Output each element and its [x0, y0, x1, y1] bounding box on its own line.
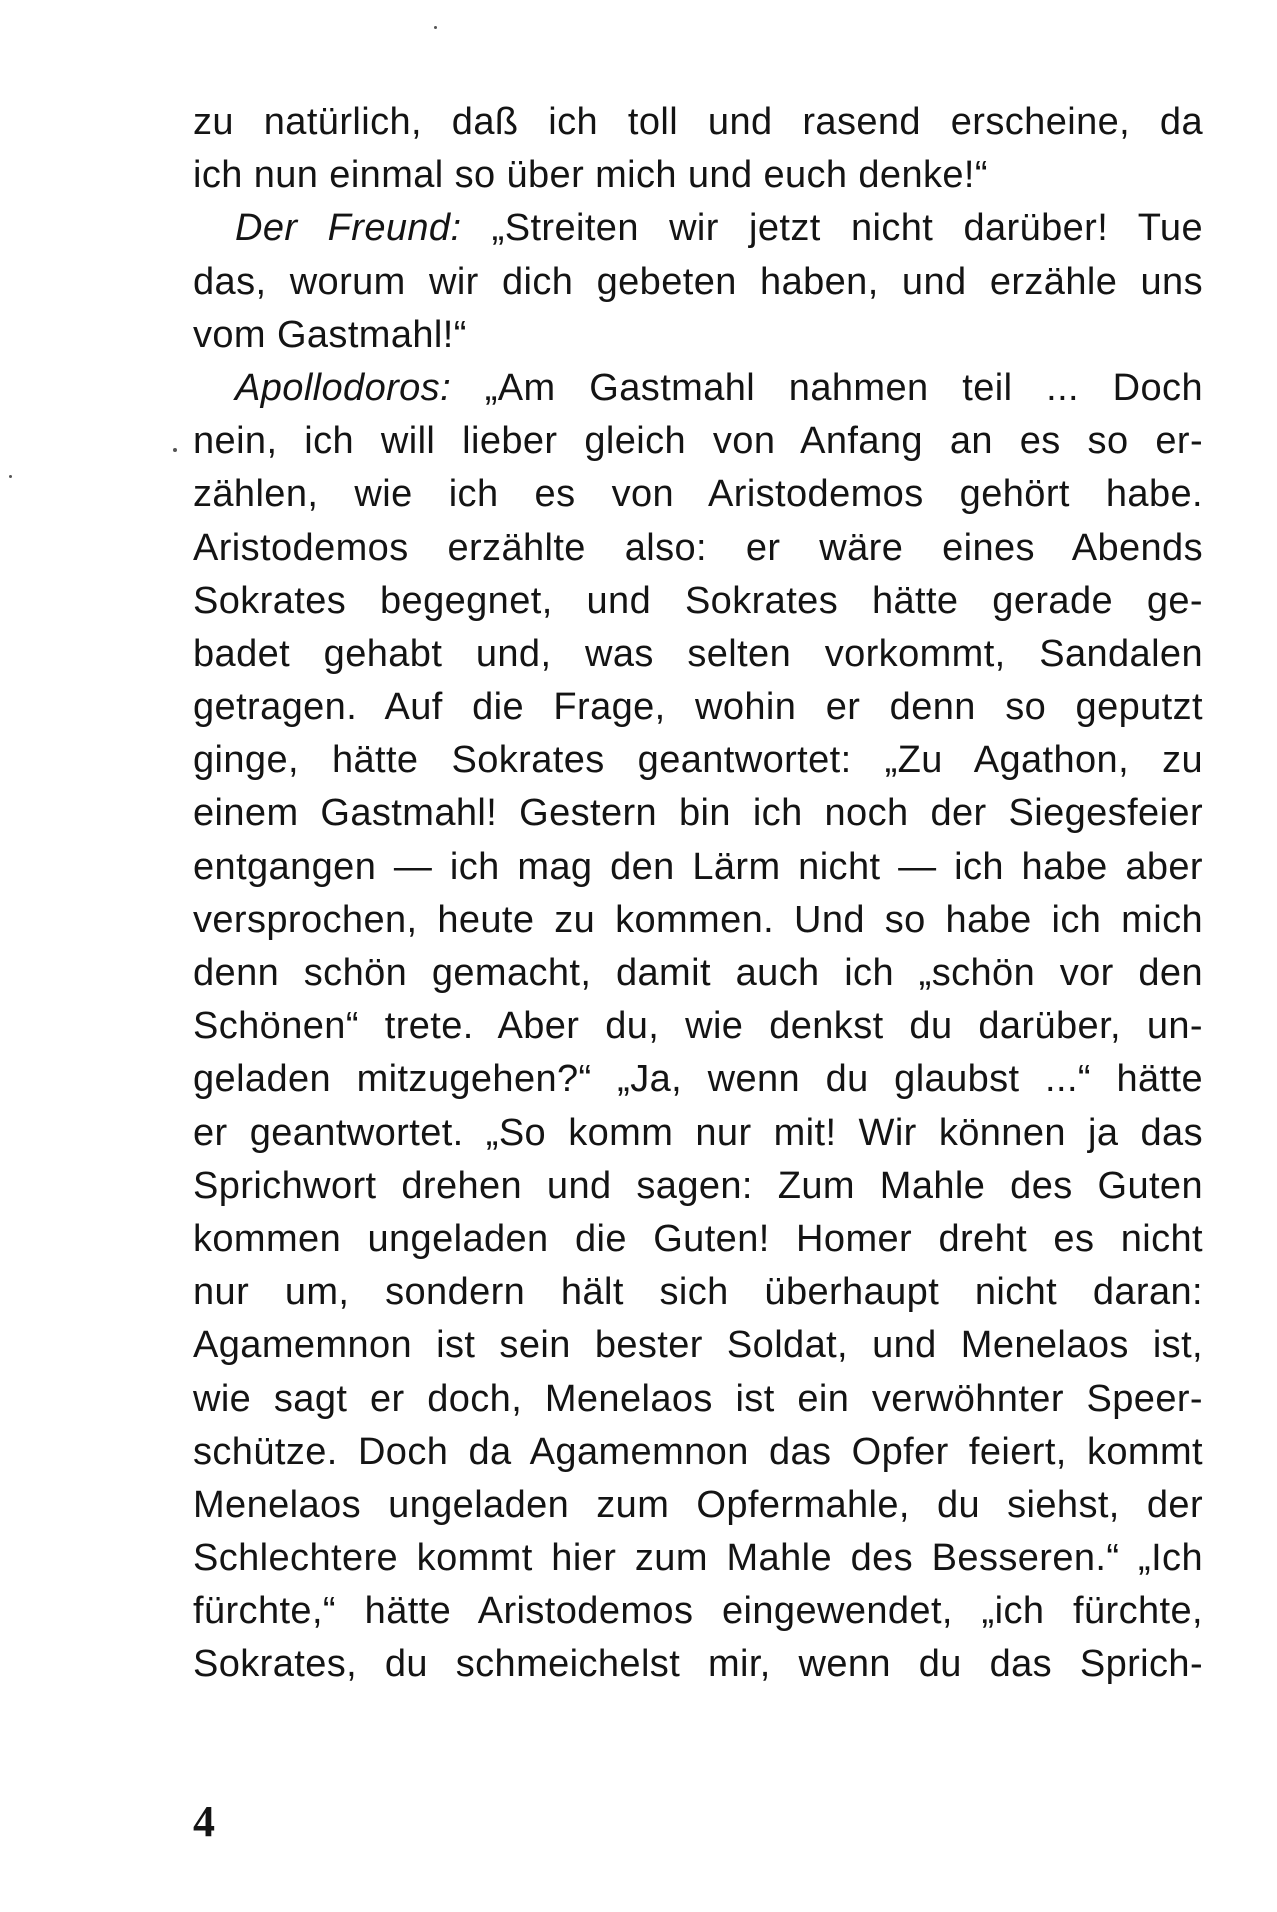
scan-speck	[434, 26, 437, 29]
text-line: Schönen“ trete. Aber du, wie denkst du darüber, un-	[193, 1005, 1203, 1048]
text-line: er geantwortet. „So komm nur mit! Wir können ja das	[193, 1111, 1203, 1154]
text-line: entgangen — ich mag den Lärm nicht — ich habe aber	[193, 845, 1203, 888]
text-line: getragen. Auf die Frage, wohin er denn so geputzt	[193, 686, 1203, 729]
text-line: versprochen, heute zu kommen. Und so habe ich mich	[193, 898, 1203, 941]
line-text: „Am Gastmahl nahmen teil ... Doch	[484, 366, 1203, 409]
text-line: nein, ich will lieber gleich von Anfang an es so er-	[193, 420, 1203, 463]
text-line: Menelaos ungeladen zum Opfermahle, du siehst, der	[193, 1483, 1203, 1526]
text-line: schütze. Doch da Agamemnon das Opfer feiert, kommt	[193, 1430, 1203, 1473]
text-line: Agamemnon ist sein bester Soldat, und Menelaos ist,	[193, 1324, 1203, 1367]
text-line: einem Gastmahl! Gestern bin ich noch der Siegesfeier	[193, 792, 1203, 835]
scan-speck	[173, 448, 177, 452]
text-line: geladen mitzugehen?“ „Ja, wenn du glaubst ...“ hätte	[193, 1058, 1203, 1101]
body-text	[193, 96, 1203, 1692]
text-line	[193, 362, 1203, 415]
text-line: Schlechtere kommt hier zum Mahle des Besseren.“ „Ich	[193, 1537, 1203, 1580]
text-line: Sokrates, du schmeichelst mir, wenn du das Sprich-	[193, 1643, 1203, 1686]
page-number: 4	[193, 1797, 215, 1846]
line-text: „Streiten wir jetzt nicht darüber! Tue	[491, 207, 1203, 250]
speaker-name: Der Freund:	[235, 207, 462, 250]
text-line: fürchte,“ hätte Aristodemos eingewendet, „ich fürchte,	[193, 1590, 1203, 1633]
text-line: wie sagt er doch, Menelaos ist ein verwöhnter Speer-	[193, 1377, 1203, 1420]
text-line: kommen ungeladen die Guten! Homer dreht es nicht	[193, 1217, 1203, 1260]
text-line: badet gehabt und, was selten vorkommt, Sandalen	[193, 632, 1203, 675]
text-line: vom Gastmahl!“	[193, 313, 467, 356]
text-line	[193, 202, 1203, 255]
text-line: ich nun einmal so über mich und euch denke!“	[193, 154, 988, 197]
text-line: denn schön gemacht, damit auch ich „schön vor den	[193, 952, 1203, 994]
text-line: Aristodemos erzählte also: er wäre eines Abends	[193, 526, 1203, 569]
text-line: das, worum wir dich gebeten haben, und erzähle uns	[193, 260, 1203, 303]
text-line: Sprichwort drehen und sagen: Zum Mahle des Guten	[193, 1164, 1203, 1207]
text-line: zu natürlich, daß ich toll und rasend erscheine, da	[193, 101, 1203, 143]
text-line: zählen, wie ich es von Aristodemos gehört habe.	[193, 473, 1203, 516]
scan-speck	[9, 475, 12, 478]
text-line: ginge, hätte Sokrates geantwortet: „Zu Agathon, zu	[193, 739, 1203, 782]
text-line: nur um, sondern hält sich überhaupt nicht daran:	[193, 1271, 1203, 1314]
speaker-name: Apollodoros:	[235, 366, 452, 409]
text-line: Sokrates begegnet, und Sokrates hätte gerade ge-	[193, 579, 1203, 622]
